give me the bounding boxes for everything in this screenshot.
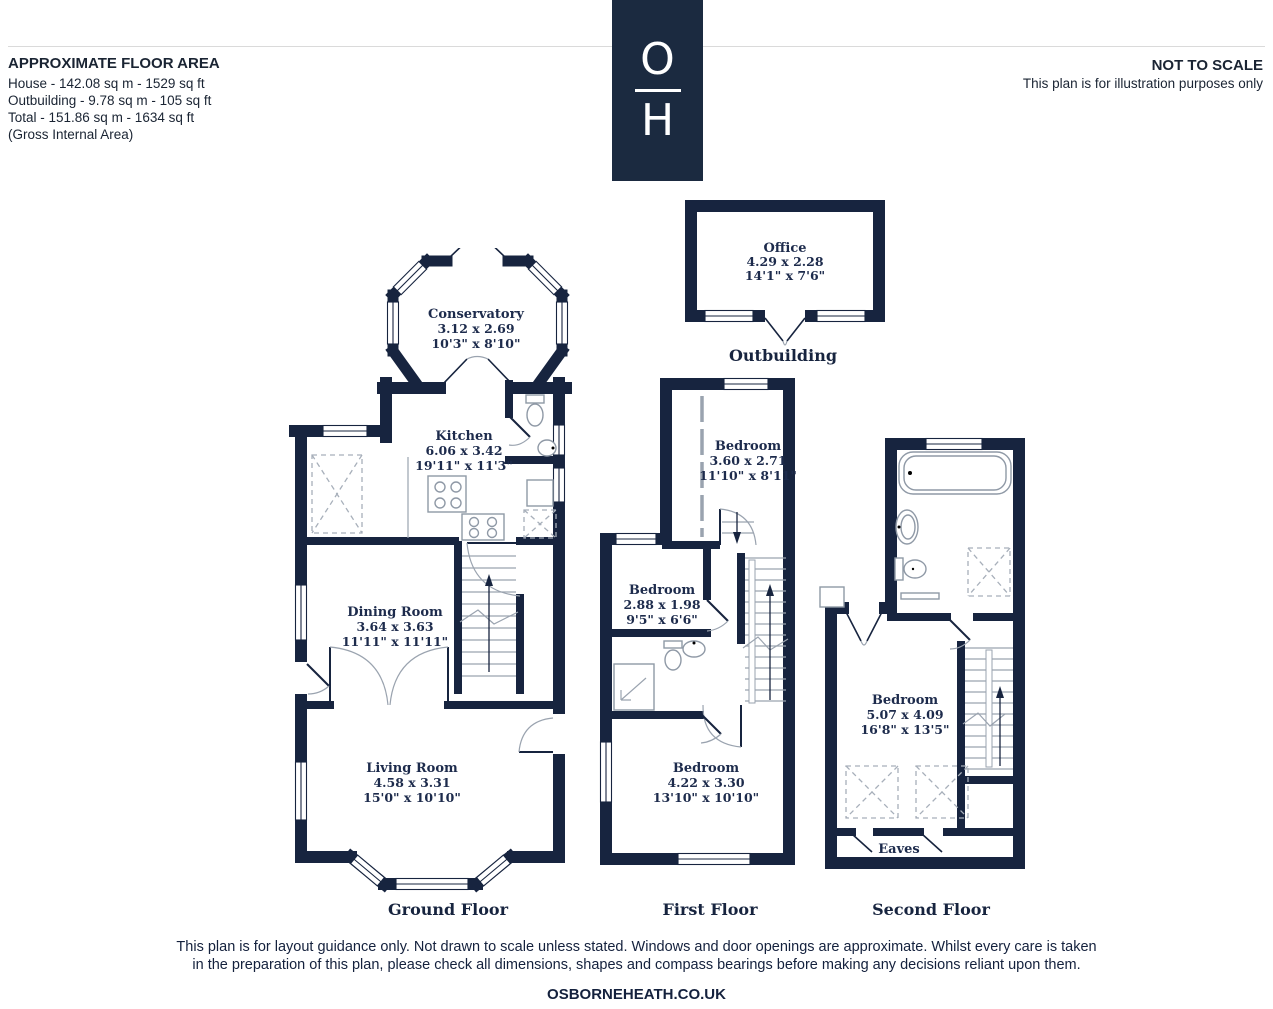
floor-area-total: Total - 151.86 sq m - 1634 sq ft (8, 110, 195, 125)
svg-text:5.07 x 4.09: 5.07 x 4.09 (866, 707, 944, 722)
second-floor-stairs (963, 648, 1013, 769)
floor-area-title: APPROXIMATE FLOOR AREA (8, 55, 220, 72)
floor-area-summary (8, 55, 220, 143)
logo-letter-o: O (640, 34, 675, 85)
floor-area-gia: (Gross Internal Area) (8, 127, 134, 142)
bathroom-sink-icon (683, 641, 705, 657)
not-to-scale-title: NOT TO SCALE (1151, 57, 1263, 74)
not-to-scale-note (1023, 57, 1263, 91)
second-floor-plan (818, 432, 1033, 877)
svg-text:15'0" x 10'10": 15'0" x 10'10" (363, 790, 461, 805)
floor-area-house: House - 142.08 sq m - 1529 sq ft (8, 76, 205, 91)
svg-text:11'11" x 11'11": 11'11" x 11'11" (341, 634, 449, 649)
bath-icon (899, 452, 1011, 494)
outbuilding-plan (680, 196, 890, 352)
svg-text:Conservatory: Conservatory (428, 307, 524, 322)
ground-floor-plan (285, 248, 587, 920)
osborne-heath-logo (612, 0, 703, 181)
svg-text:10'3" x 8'10": 10'3" x 8'10" (431, 336, 521, 351)
svg-text:6.06 x 3.42: 6.06 x 3.42 (425, 443, 503, 458)
svg-text:Bedroom: Bedroom (714, 439, 782, 454)
shower-icon (614, 664, 654, 710)
svg-text:Bedroom: Bedroom (672, 761, 740, 776)
sf-bathroom-skylight (968, 548, 1010, 596)
ground-floor-label: Ground Floor (388, 900, 508, 919)
svg-text:2.88 x 1.98: 2.88 x 1.98 (623, 597, 701, 612)
dining-room-label (342, 605, 448, 649)
ff-bedroom2-label (623, 583, 700, 627)
wc-toilet-icon (526, 395, 544, 426)
svg-text:19'11" x 11'3": 19'11" x 11'3" (415, 458, 513, 473)
svg-text:3.64 x 3.63: 3.64 x 3.63 (356, 619, 434, 634)
ff-bedroom1-label (699, 439, 797, 483)
ff-bedroom3-label (653, 761, 759, 805)
svg-text:16'8" x 13'5": 16'8" x 13'5" (860, 722, 950, 737)
disclaimer (0, 939, 1273, 974)
svg-text:Kitchen: Kitchen (435, 429, 493, 444)
towel-rail-icon (901, 593, 939, 599)
office-metric: 4.29 x 2.28 (746, 254, 824, 269)
second-floor-label: Second Floor (872, 900, 990, 919)
kitchen-appliance-dashed (524, 480, 556, 538)
svg-text:13'10" x 10'10": 13'10" x 10'10" (652, 790, 760, 805)
living-room-label (363, 761, 461, 805)
svg-text:4.58 x 3.31: 4.58 x 3.31 (373, 775, 451, 790)
disclaimer-line-2: in the preparation of this plan, please check all dimensions, shapes and compass bearings before making any decisions reliant upon them. (192, 956, 1081, 973)
first-floor-plan (596, 372, 798, 868)
svg-text:4.22 x 3.30: 4.22 x 3.30 (667, 775, 745, 790)
logo-letter-h: H (640, 95, 675, 146)
disclaimer-line-1: This plan is for layout guidance only. Not drawn to scale unless stated. Windows and door openings are approximate. Whilst every care is taken (176, 939, 1097, 955)
sf-bedroom-label (860, 693, 949, 737)
svg-text:11'10" x 8'11": 11'10" x 8'11" (699, 468, 797, 483)
logo-divider-bar (635, 89, 681, 92)
outbuilding-label: Outbuilding (728, 346, 838, 365)
svg-text:9'5" x 6'6": 9'5" x 6'6" (626, 612, 698, 627)
sf-toilet-icon (895, 558, 926, 580)
illustration-note: This plan is for illustration purposes only (1022, 76, 1263, 91)
website-url: OSBORNEHEATH.CO.UK (547, 986, 726, 1003)
eaves-label: Eaves (878, 842, 920, 857)
outbuilding-windows (705, 309, 865, 323)
bedroom-skylights (846, 766, 968, 818)
floor-area-outbuilding: Outbuilding - 9.78 sq m - 105 sq ft (8, 93, 212, 108)
svg-text:Bedroom: Bedroom (628, 583, 696, 598)
conservatory-room-label (428, 307, 524, 351)
svg-text:Bedroom: Bedroom (871, 693, 939, 708)
svg-text:3.12 x 2.69: 3.12 x 2.69 (437, 321, 515, 336)
svg-text:3.60 x 2.71: 3.60 x 2.71 (709, 453, 787, 468)
office-room-label (745, 241, 825, 283)
first-floor-label: First Floor (662, 900, 758, 919)
bathroom-toilet-icon (664, 641, 682, 670)
sf-sink-icon (896, 510, 918, 544)
office-name: Office (763, 241, 807, 256)
second-floor-windows (926, 439, 982, 450)
svg-text:Dining Room: Dining Room (347, 605, 443, 620)
office-imperial: 14'1" x 7'6" (744, 268, 826, 283)
eaves-hatch (820, 587, 844, 607)
utility-skylight (312, 455, 362, 533)
ground-floor-stairs (460, 556, 518, 676)
wc-sink-icon (538, 440, 556, 456)
kitchen-room-label (415, 429, 513, 473)
svg-text:Living Room: Living Room (366, 761, 458, 776)
